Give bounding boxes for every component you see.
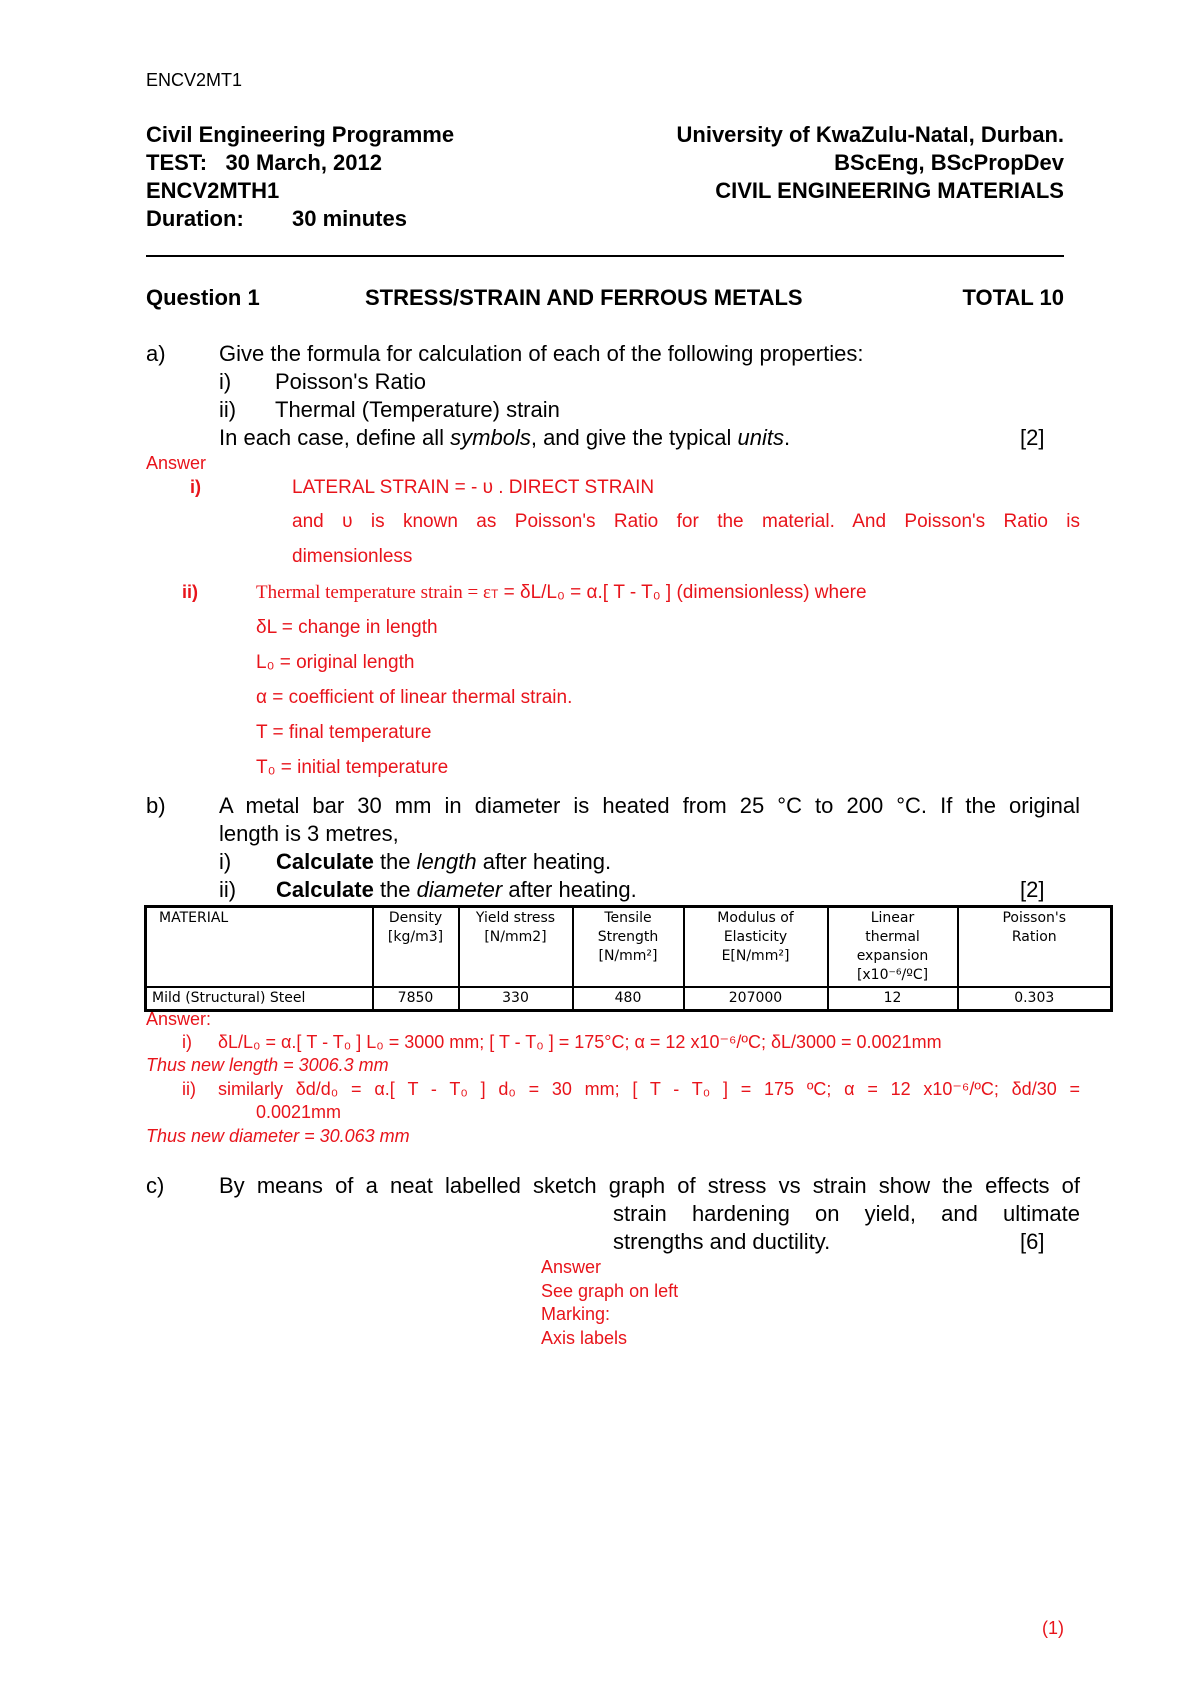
answer-poisson-note: and υ is known as Poisson's Ratio for the material. And Poisson's Ratio is — [292, 511, 1080, 532]
answer-poisson-formula: LATERAL STRAIN = - υ . DIRECT STRAIN — [292, 477, 655, 498]
answer-length-calc: δL/L₀ = α.[ T - T₀ ] L₀ = 3000 mm; [ T - T₀ ] = 175°C; α = 12 x10⁻⁶/ºC; δL/3000 = 0.0021mm — [218, 1032, 942, 1052]
part-a-item-num: ii) — [219, 397, 237, 422]
part-a-item-text: Poisson's Ratio — [275, 369, 426, 394]
table-header-cell: Poisson's Ration — [958, 907, 1112, 988]
table-header-cell: Tensile Strength [N/mm²] — [573, 907, 684, 988]
page-number: (1) — [1042, 1618, 1064, 1638]
part-c-line2: strain hardening on yield, and ultimate — [613, 1201, 1080, 1226]
part-a-marks: [2] — [1020, 425, 1045, 450]
table-cell: 12 — [828, 987, 958, 1011]
part-b-i-num: i) — [219, 849, 232, 874]
table-cell: Mild (Structural) Steel — [146, 987, 373, 1011]
table-cell: 7850 — [373, 987, 459, 1011]
answer-new-length: Thus new length = 3006.3 mm — [146, 1055, 389, 1075]
table-cell: 480 — [573, 987, 684, 1011]
running-header: ENCV2MT1 — [146, 70, 243, 90]
part-a-instruction: In each case, define all symbols, and give the typical units. — [219, 425, 791, 450]
question-total: TOTAL 10 — [962, 285, 1064, 310]
answer-poisson-units: dimensionless — [292, 546, 413, 567]
part-b-label: b) — [146, 793, 166, 818]
answer-ii-num: ii) — [182, 1079, 196, 1099]
definition-item: T = final temperature — [256, 722, 432, 743]
definition-item: α = coefficient of linear thermal strain. — [256, 687, 573, 708]
part-b-ii-text: Calculate the diameter after heating. — [276, 877, 637, 902]
answer-label: Answer — [146, 453, 207, 473]
table-cell: 207000 — [684, 987, 828, 1011]
part-c-marks: [6] — [1020, 1229, 1045, 1254]
degree-names: BScEng, BScPropDev — [834, 150, 1064, 175]
part-a-prompt: Give the formula for calculation of each of the following properties: — [219, 341, 864, 366]
answer-note: Marking: — [541, 1304, 611, 1324]
part-a-label: a) — [146, 341, 166, 366]
university-name: University of KwaZulu-Natal, Durban. — [676, 122, 1064, 147]
answer-label: Answer — [541, 1257, 602, 1277]
answer-note: See graph on left — [541, 1281, 679, 1301]
module-title: CIVIL ENGINEERING MATERIALS — [715, 178, 1064, 203]
part-b-line1: A metal bar 30 mm in diameter is heated from 25 °C to 200 °C. If the original — [219, 793, 1080, 818]
answer-i-num: i) — [190, 477, 201, 497]
course-code: ENCV2MTH1 — [146, 178, 280, 203]
duration-label: Duration: — [146, 206, 244, 231]
definition-item: L₀ = original length — [256, 652, 415, 673]
question-title: STRESS/STRAIN AND FERROUS METALS — [365, 285, 803, 310]
table-cell: 330 — [459, 987, 573, 1011]
part-b-marks: [2] — [1020, 877, 1045, 902]
part-b-i-text: Calculate the length after heating. — [276, 849, 612, 874]
answer-new-diameter: Thus new diameter = 30.063 mm — [146, 1126, 410, 1146]
answer-ii-num: ii) — [182, 582, 198, 602]
test-date: TEST: 30 March, 2012 — [146, 150, 382, 175]
answer-i-num: i) — [182, 1032, 192, 1052]
part-c-line1: By means of a neat labelled sketch graph of stress vs strain show the effects of — [219, 1173, 1080, 1198]
duration-value: 30 minutes — [292, 206, 407, 231]
table-header-cell: Modulus of Elasticity E[N/mm²] — [684, 907, 828, 988]
answer-diameter-calc-cont: 0.0021mm — [256, 1102, 342, 1122]
table-cell: 0.303 — [958, 987, 1112, 1011]
definition-item: δL = change in length — [256, 617, 438, 638]
part-c-label: c) — [146, 1173, 165, 1198]
definition-item: T₀ = initial temperature — [256, 757, 449, 778]
table-row — [146, 987, 1112, 1011]
part-c-line3: strengths and ductility. — [613, 1229, 831, 1254]
table-header-cell: MATERIAL — [146, 907, 373, 988]
table-header-cell: Linear thermal expansion [x10⁻⁶/ºC] — [828, 907, 958, 988]
part-a-item-text: Thermal (Temperature) strain — [275, 397, 560, 422]
programme-name: Civil Engineering Programme — [146, 122, 455, 147]
table-header-cell: Yield stress [N/mm2] — [459, 907, 573, 988]
material-properties-table — [144, 905, 1113, 1012]
header-divider — [146, 255, 1064, 257]
answer-thermal-formula: Thermal temperature strain = εT = δL/L₀ = α.[ T - T₀ ] (dimensionless) where — [256, 582, 867, 603]
answer-diameter-calc: similarly δd/d₀ = α.[ T - T₀ ] d₀ = 30 mm; [ T - T₀ ] = 175 ºC; α = 12 x10⁻⁶/ºC; δd/30 = — [218, 1079, 1080, 1099]
answer-label: Answer: — [146, 1009, 212, 1029]
part-a-item-num: i) — [219, 369, 232, 394]
answer-note: Axis labels — [541, 1328, 628, 1348]
table-header-cell: Density [kg/m3] — [373, 907, 459, 988]
part-b-line2: length is 3 metres, — [219, 821, 399, 846]
question-number: Question 1 — [146, 285, 260, 310]
part-b-ii-num: ii) — [219, 877, 237, 902]
